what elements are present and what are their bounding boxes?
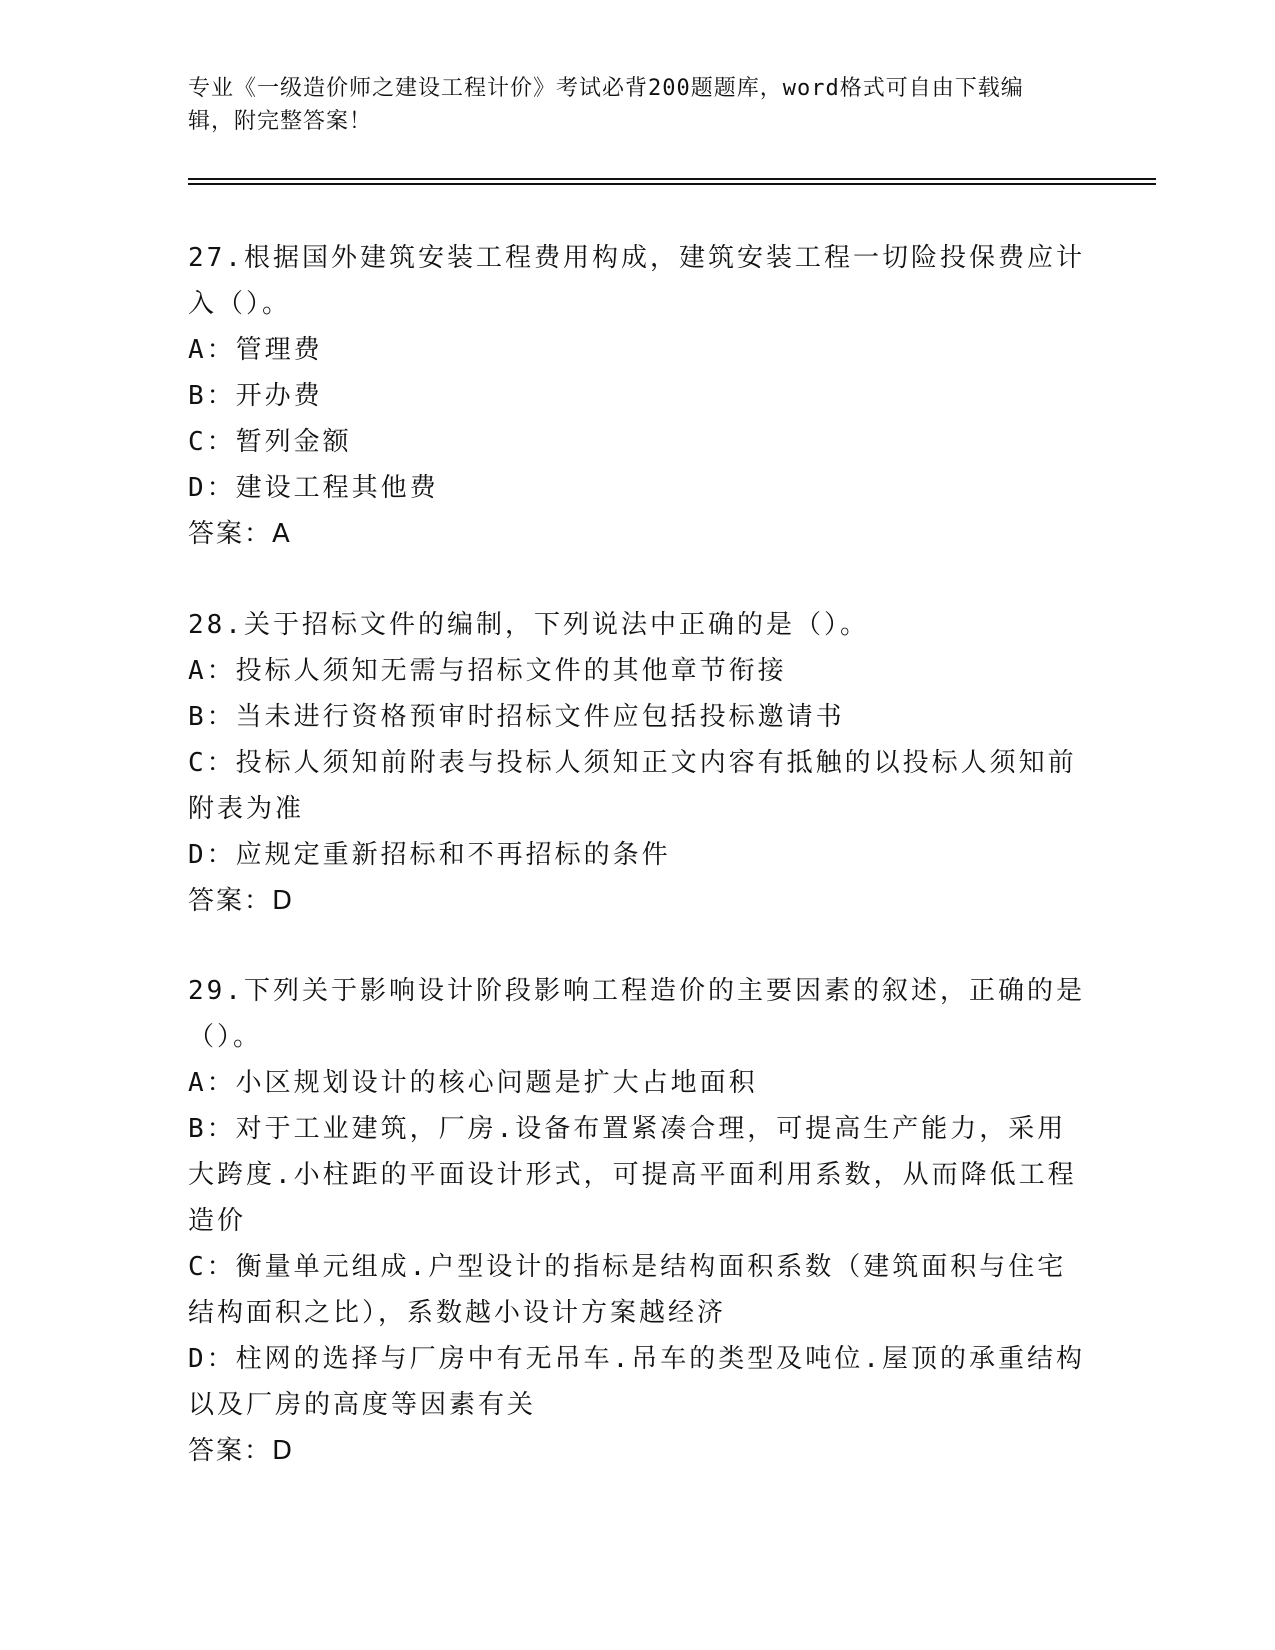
- option-b: B：当未进行资格预审时招标文件应包括投标邀请书: [188, 702, 845, 732]
- document-header: [188, 72, 1068, 138]
- answer: 答案：D: [188, 886, 295, 916]
- option-b: B：开办费: [188, 381, 323, 411]
- question-29: [188, 968, 1088, 1474]
- option-d: D：柱网的选择与厂房中有无吊车.吊车的类型及吨位.屋顶的承重结构以及厂房的高度等因素有关: [188, 1344, 1085, 1420]
- header-divider-bottom: [188, 183, 1156, 185]
- question-27: [188, 235, 1088, 557]
- option-b: B：对于工业建筑，厂房.设备布置紧凑合理，可提高生产能力，采用大跨度.小柱距的平面设计形式，可提高平面利用系数，从而降低工程造价: [188, 1114, 1077, 1236]
- option-a: A：投标人须知无需与招标文件的其他章节衔接: [188, 656, 787, 686]
- answer: 答案：A: [188, 519, 292, 549]
- question-28: [188, 602, 1088, 924]
- question-stem: 28.关于招标文件的编制，下列说法中正确的是（）。: [188, 610, 869, 640]
- option-d: D：应规定重新招标和不再招标的条件: [188, 840, 671, 870]
- header-text: 专业《一级造价师之建设工程计价》考试必背200题题库，word格式可自由下载编辑，附完整答案！: [188, 76, 1024, 134]
- header-divider-top: [188, 178, 1156, 180]
- question-stem: 27.根据国外建筑安装工程费用构成，建筑安装工程一切险投保费应计入（）。: [188, 243, 1085, 319]
- option-d: D：建设工程其他费: [188, 473, 439, 503]
- option-c: C：暂列金额: [188, 427, 352, 457]
- option-c: C：投标人须知前附表与投标人须知正文内容有抵触的以投标人须知前附表为准: [188, 748, 1077, 824]
- answer: 答案：D: [188, 1436, 295, 1466]
- option-c: C：衡量单元组成.户型设计的指标是结构面积系数（建筑面积与住宅结构面积之比），系数越小设计方案越经济: [188, 1252, 1067, 1328]
- option-a: A：管理费: [188, 335, 323, 365]
- option-a: A：小区规划设计的核心问题是扩大占地面积: [188, 1068, 758, 1098]
- question-stem: 29.下列关于影响设计阶段影响工程造价的主要因素的叙述，正确的是（）。: [188, 976, 1085, 1052]
